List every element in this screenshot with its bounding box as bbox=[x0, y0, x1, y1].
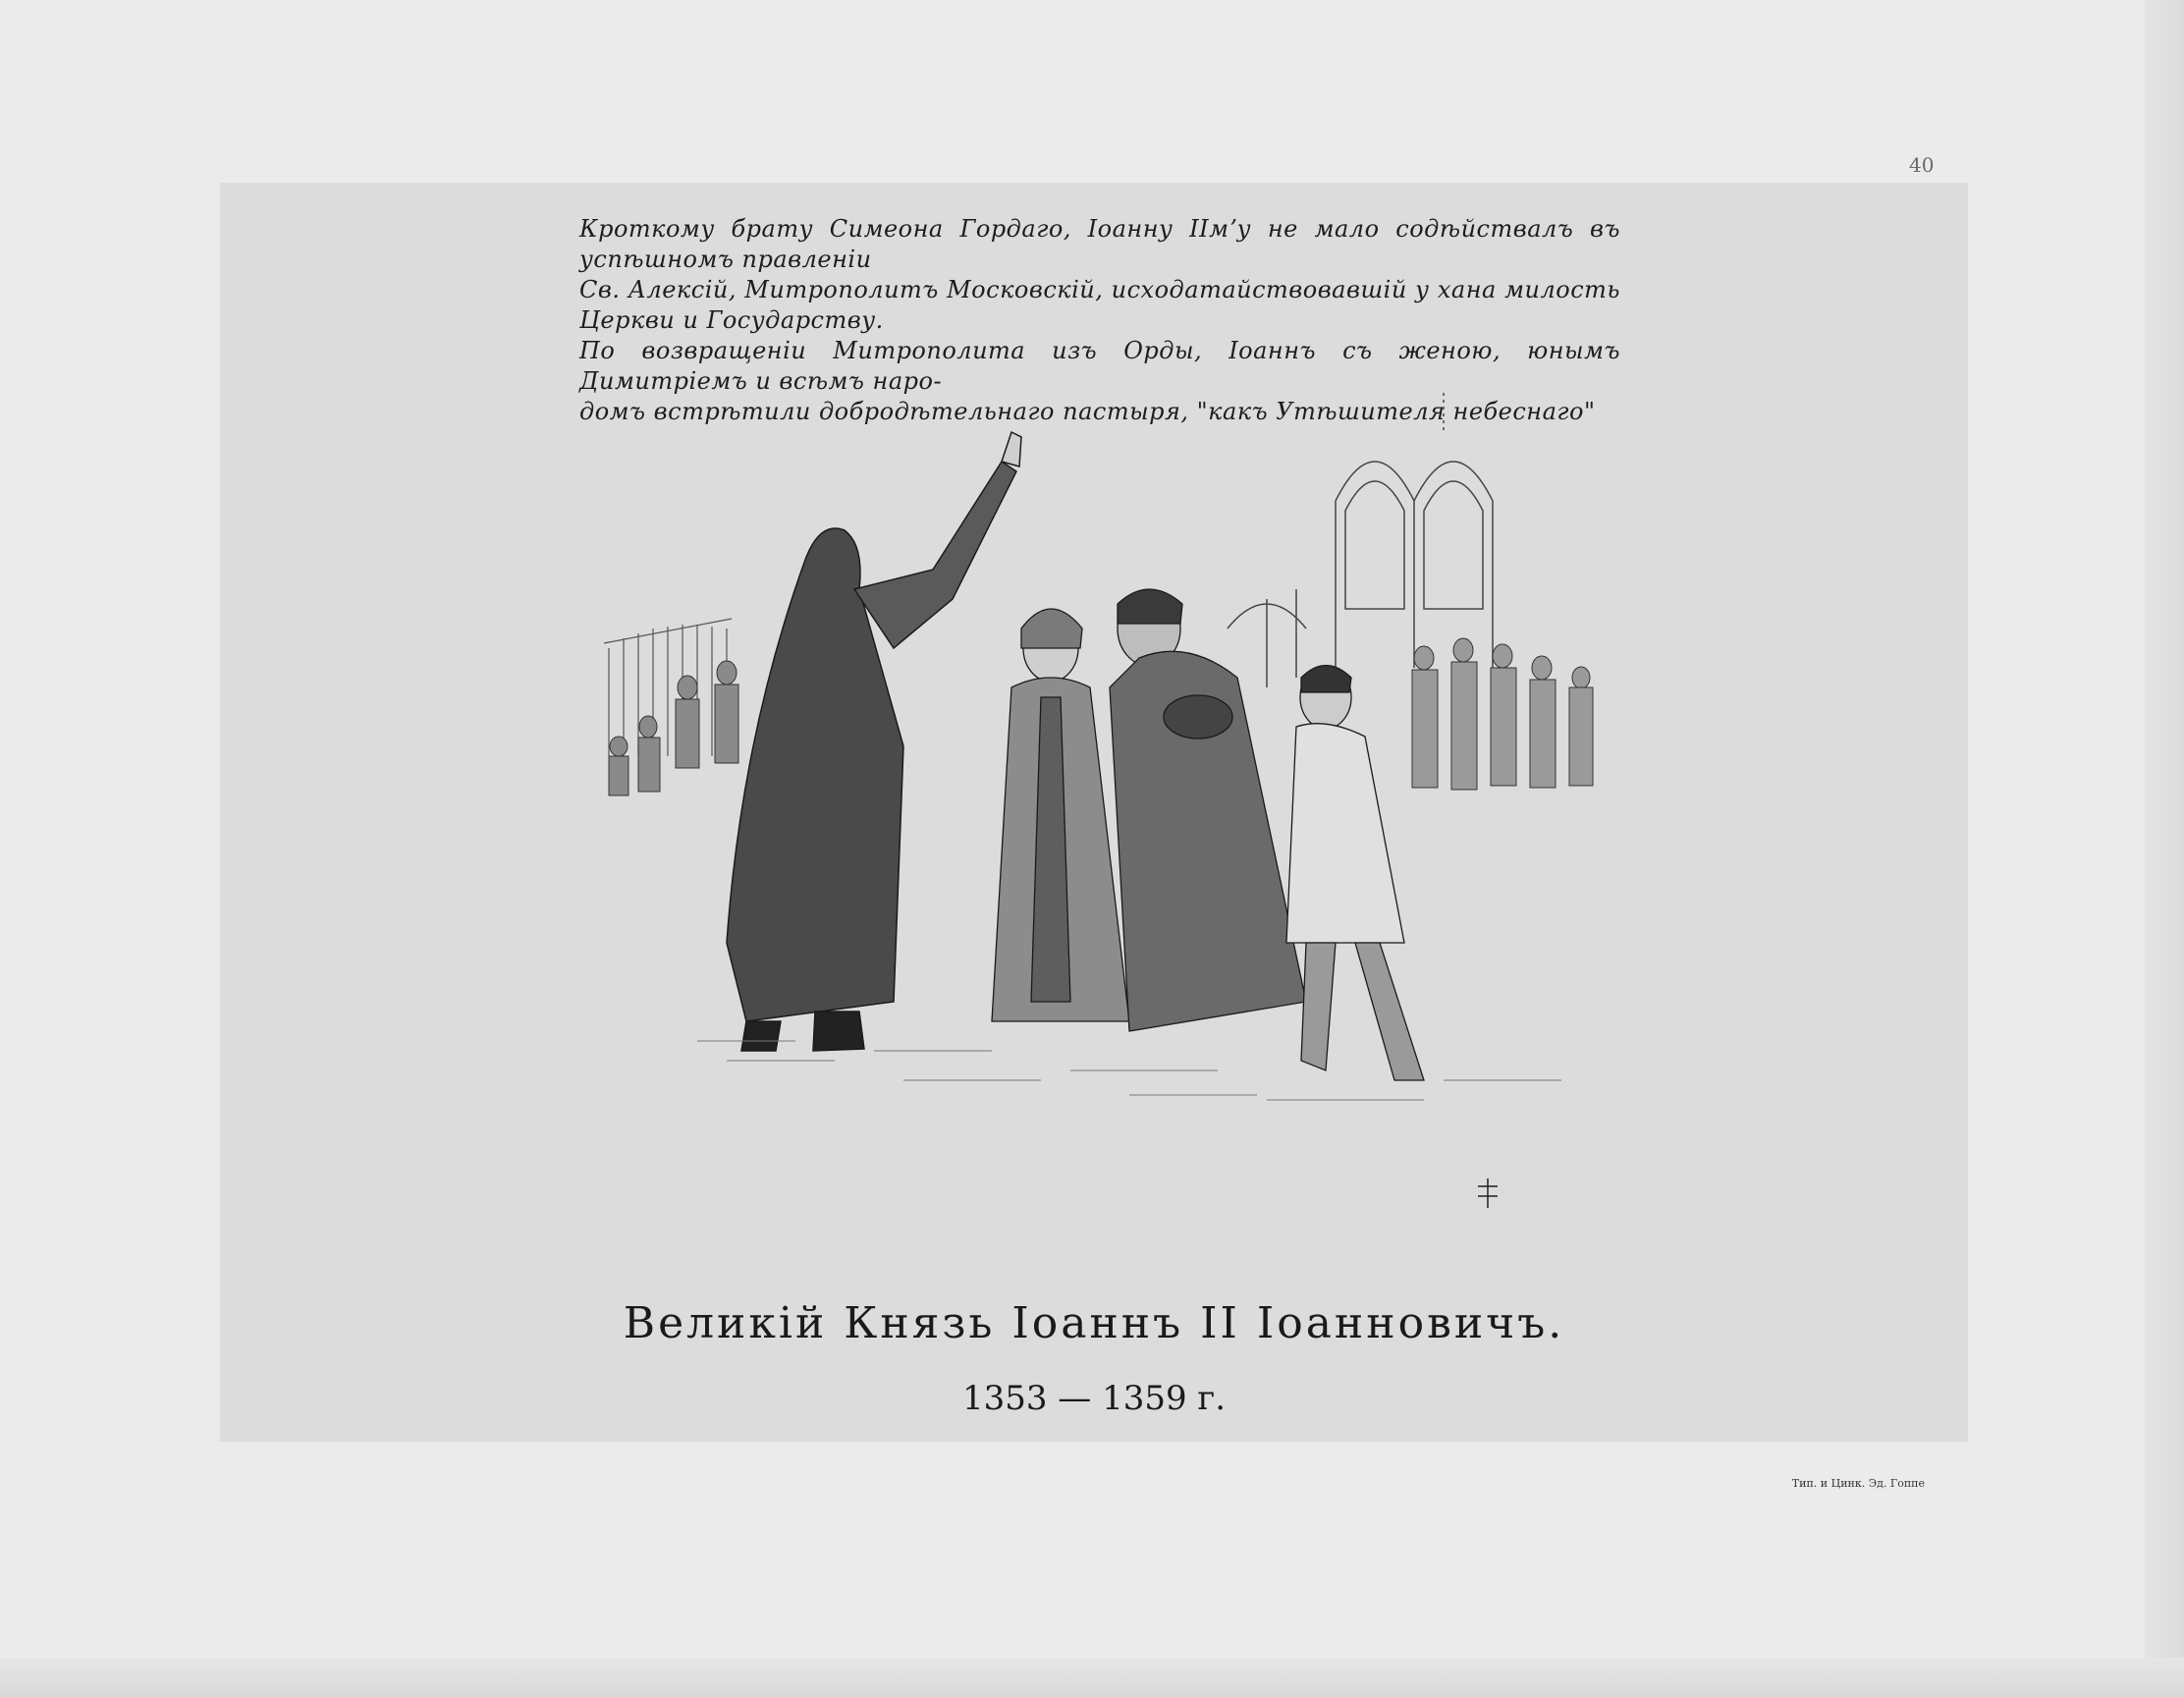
page-number: 40 bbox=[1909, 153, 1935, 177]
caption-line: домъ встрѣтили добродѣтельнаго пастыря, "какъ Утѣшителя небеснаго" bbox=[579, 398, 1596, 425]
princess-figure bbox=[992, 609, 1129, 1021]
caption-line: Св. Алексій, Митрополитъ Московскій, исходатайствовавшій у хана милость Церкви и Государству. bbox=[579, 276, 1620, 334]
bottom-band bbox=[0, 1658, 2184, 1697]
artist-monogram bbox=[1478, 1178, 1498, 1208]
palisade-fence bbox=[604, 619, 732, 756]
reign-years: 1353 — 1359 г. bbox=[961, 1379, 1227, 1418]
young-dmitry-figure bbox=[1286, 666, 1424, 1081]
crowd-left bbox=[609, 661, 738, 795]
metropolitan-figure bbox=[727, 432, 1021, 1051]
crowd-right bbox=[1412, 638, 1593, 790]
caption-line: Кроткому брату Симеона Гордаго, Іоанну IIмʼу не мало содѣйствалъ въ успѣшномъ правленіи bbox=[579, 215, 1620, 273]
plate-title: Великій Князь Іоаннъ II Іоанновичъ. bbox=[623, 1298, 1565, 1348]
printer-imprint: Тип. и Цинк. Эд. Гоппе bbox=[1791, 1477, 1925, 1490]
engraving-illustration bbox=[579, 393, 1620, 1237]
grand-prince-figure bbox=[1110, 589, 1306, 1031]
caption-line: По возвращеніи Митрополита изъ Орды, Іоаннъ съ женою, юнымъ Димитріемъ и всѣмъ наро- bbox=[579, 337, 1620, 395]
page-edge bbox=[2145, 0, 2184, 1697]
church-facade bbox=[1228, 393, 1493, 687]
